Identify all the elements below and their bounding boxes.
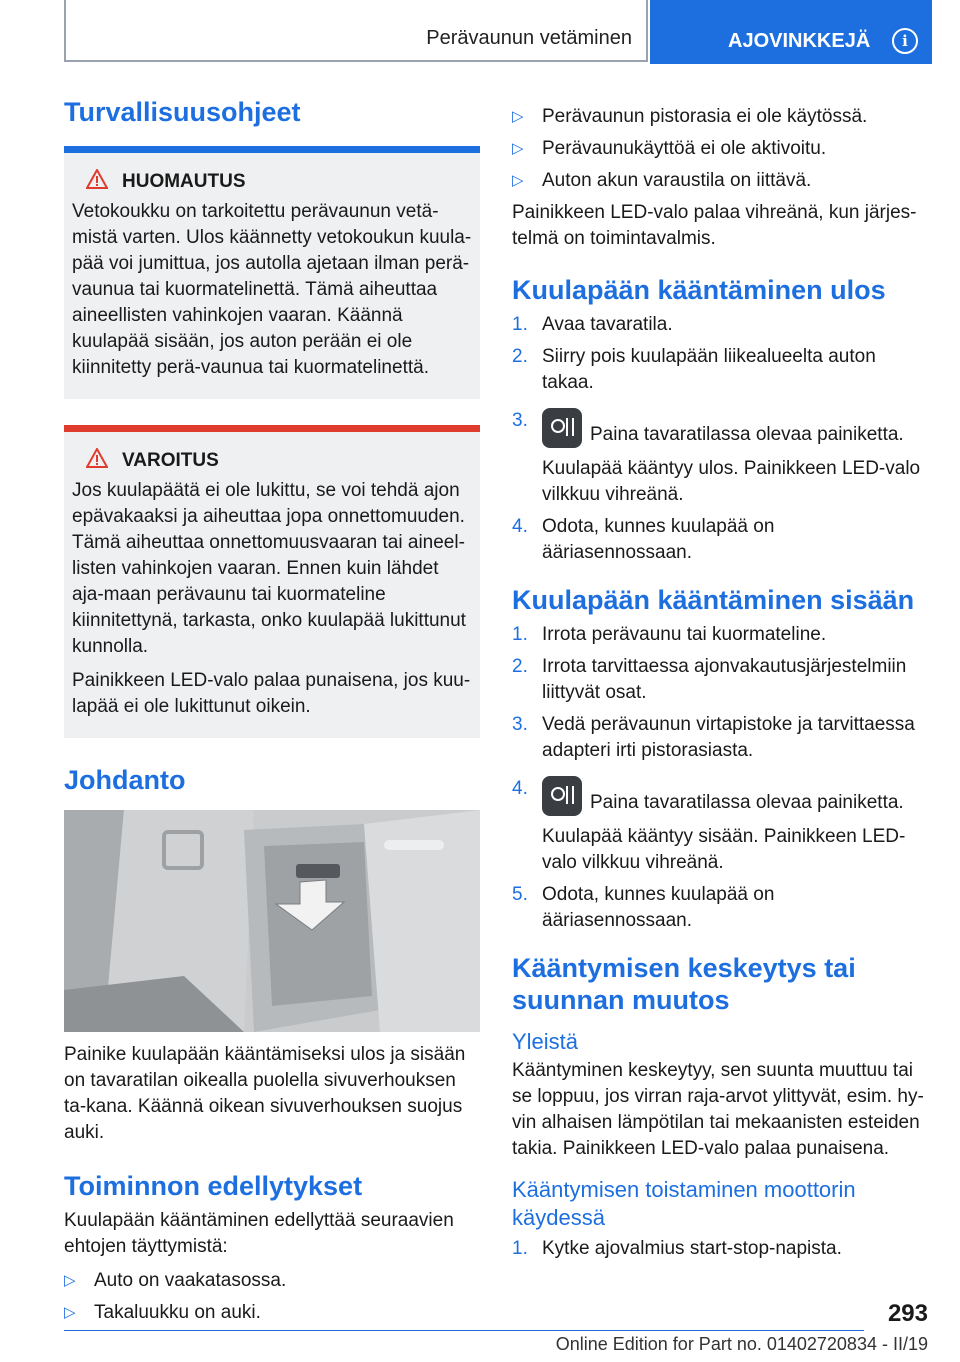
list-item: ▷ Perävaunukäyttöä ei ole aktivoitu. bbox=[512, 136, 928, 162]
swing-out-heading: Kuulapään kääntäminen ulos bbox=[512, 275, 886, 305]
step-item: 3. Paina tavaratilassa olevaa painiketta. Kuulapää kääntyy ulos. Painikkeen LED-valo vilkkuu vihreänä. bbox=[512, 408, 928, 508]
triangle-right-icon: ▷ bbox=[512, 108, 524, 125]
repeat-steps bbox=[512, 1236, 928, 1262]
safety-heading: Turvallisuusohjeet bbox=[64, 97, 301, 127]
warning-led-text: Painikkeen LED-valo palaa punaisena, jos kuu-lapää ei ole lukittunut oikein. bbox=[72, 670, 471, 717]
step-result: Kuulapää kääntyy ulos. Painikkeen LED-valo vilkkuu vihreänä. bbox=[542, 458, 921, 505]
triangle-right-icon: ▷ bbox=[64, 1304, 76, 1321]
triangle-right-icon: ▷ bbox=[512, 172, 524, 189]
step-item: 1. Irrota perävaunu tai kuormateline. bbox=[512, 624, 827, 645]
list-item: ▷ Auton akun varaustila on iittävä. bbox=[512, 168, 928, 194]
trunk-photo bbox=[64, 810, 480, 1032]
step-item: 1. Kytke ajovalmius start-stop-napista. bbox=[512, 1238, 842, 1259]
footer-divider bbox=[64, 1330, 864, 1331]
warning-title-row bbox=[72, 448, 474, 474]
step-item: 2. Irrota tarvittaessa ajonvakautusjärjestelmiin liittyvät osat. bbox=[512, 656, 907, 703]
step-item: 3. Vedä perävaunun virtapistoke ja tarvittaessa adapteri irti pistorasiasta. bbox=[512, 714, 915, 761]
left-column bbox=[64, 96, 480, 1332]
general-heading: Yleistä bbox=[512, 1029, 579, 1054]
warning-triangle-icon bbox=[86, 169, 108, 189]
notice-text: Vetokoukku on tarkoitettu perävaunun vetä-mistä varten. Ulos käännetty vetokoukun kuula-pää voi jumittua, jos autolla ajetaan ilman perä-vaunua tai kuormatelinettä. Tämä aiheuttaa aineellisten vahinkojen vaaran. Käännä kuulapää sisään, jos auton perään ei ole kiinnitetty perä-vaunua tai kuormatelinettä. bbox=[72, 201, 472, 378]
swing-in-heading: Kuulapään kääntäminen sisään bbox=[512, 585, 915, 615]
warning-text: Jos kuulapäätä ei ole lukittu, se voi tehdä ajon epävakaaksi ja aiheuttaa jopa onnettomuuden. Tämä aiheuttaa onnettomuusvaaran tai aineel-listen vahinkojen vaaran. Ennen kuin lähdet aja-maan perävaunu tai kuormateline kiinnitettynä, tarkasta, onko kuulapää lukittunut kunnolla. bbox=[72, 480, 466, 657]
step-item: 4. Odota, kunnes kuulapää on ääriasennossaan. bbox=[512, 516, 775, 563]
intro-text: Painike kuulapään kääntämiseksi ulos ja sisään on tavaratilan oikealla puolella sivuverhouksen ta-kana. Käännä oikean sivuverhouksen suojus auki. bbox=[64, 1044, 466, 1143]
prereq-list-right bbox=[512, 104, 928, 194]
right-column bbox=[512, 96, 928, 1268]
prereq-heading: Toiminnon edellytykset bbox=[64, 1171, 363, 1201]
swing-out-steps bbox=[512, 312, 928, 566]
list-item: ▷ Perävaunun pistorasia ei ole käytössä. bbox=[512, 104, 928, 130]
section-title: Perävaunun vetäminen bbox=[64, 0, 648, 62]
step-item: 2. Siirry pois kuulapään liikealueelta auton takaa. bbox=[512, 346, 876, 393]
swing-in-steps bbox=[512, 622, 928, 934]
step-result: Kuulapää kääntyy sisään. Painikkeen LED-valo vilkkuu vihreänä. bbox=[542, 826, 906, 873]
page-header bbox=[64, 0, 932, 64]
step-item: 4. Paina tavaratilassa olevaa painiketta. Kuulapää kääntyy sisään. Painikkeen LED-valo vilkkuu vihreänä. bbox=[512, 776, 928, 876]
general-text: Kääntyminen keskeytyy, sen suunta muuttuu tai se loppuu, jos virran raja-arvot ylittyvät, esim. hy-vin alhaisen lämpötilan tai mekaanisten esteiden takia. Painikkeen LED-valo palaa punaisena. bbox=[512, 1060, 924, 1159]
step-item: 1. Avaa tavaratila. bbox=[512, 314, 673, 335]
page-number: 293 bbox=[887, 1300, 928, 1327]
notice-title: HUOMAUTUS bbox=[122, 171, 246, 192]
info-icon[interactable]: i bbox=[892, 28, 918, 54]
interrupt-heading: Kääntymisen keskeytys tai suunnan muutos bbox=[512, 953, 856, 1015]
notice-title-row bbox=[72, 169, 474, 195]
step-item: 5. Odota, kunnes kuulapää on ääriasennossaan. bbox=[512, 884, 775, 931]
list-item: ▷ Auto on vaakatasossa. bbox=[64, 1268, 480, 1294]
list-item: ▷ Takaluukku on auki. bbox=[64, 1300, 480, 1326]
triangle-right-icon: ▷ bbox=[512, 140, 524, 157]
repeat-heading: Kääntymisen toistaminen moottorin käydessä bbox=[512, 1177, 856, 1230]
notice-box bbox=[64, 146, 480, 399]
led-ready-text: Painikkeen LED-valo palaa vihreänä, kun järjes-telmä on toimintavalmis. bbox=[512, 202, 917, 249]
prereq-text: Kuulapään kääntäminen edellyttää seuraavien ehtojen täyttymistä: bbox=[64, 1210, 454, 1257]
warning-triangle-icon bbox=[86, 448, 108, 468]
footer-edition: Online Edition for Part no. 01402720834 - II/19 bbox=[555, 1334, 928, 1354]
prereq-list-left bbox=[64, 1268, 480, 1326]
chapter-title: AJOVINKKEJÄ bbox=[728, 30, 871, 52]
triangle-right-icon: ▷ bbox=[64, 1272, 76, 1289]
warning-box bbox=[64, 425, 480, 738]
intro-heading: Johdanto bbox=[64, 765, 186, 795]
warning-title: VAROITUS bbox=[122, 450, 219, 471]
chapter-tab[interactable] bbox=[650, 0, 932, 64]
trailer-hitch-button-icon bbox=[542, 408, 582, 448]
trailer-hitch-button-icon bbox=[542, 776, 582, 816]
